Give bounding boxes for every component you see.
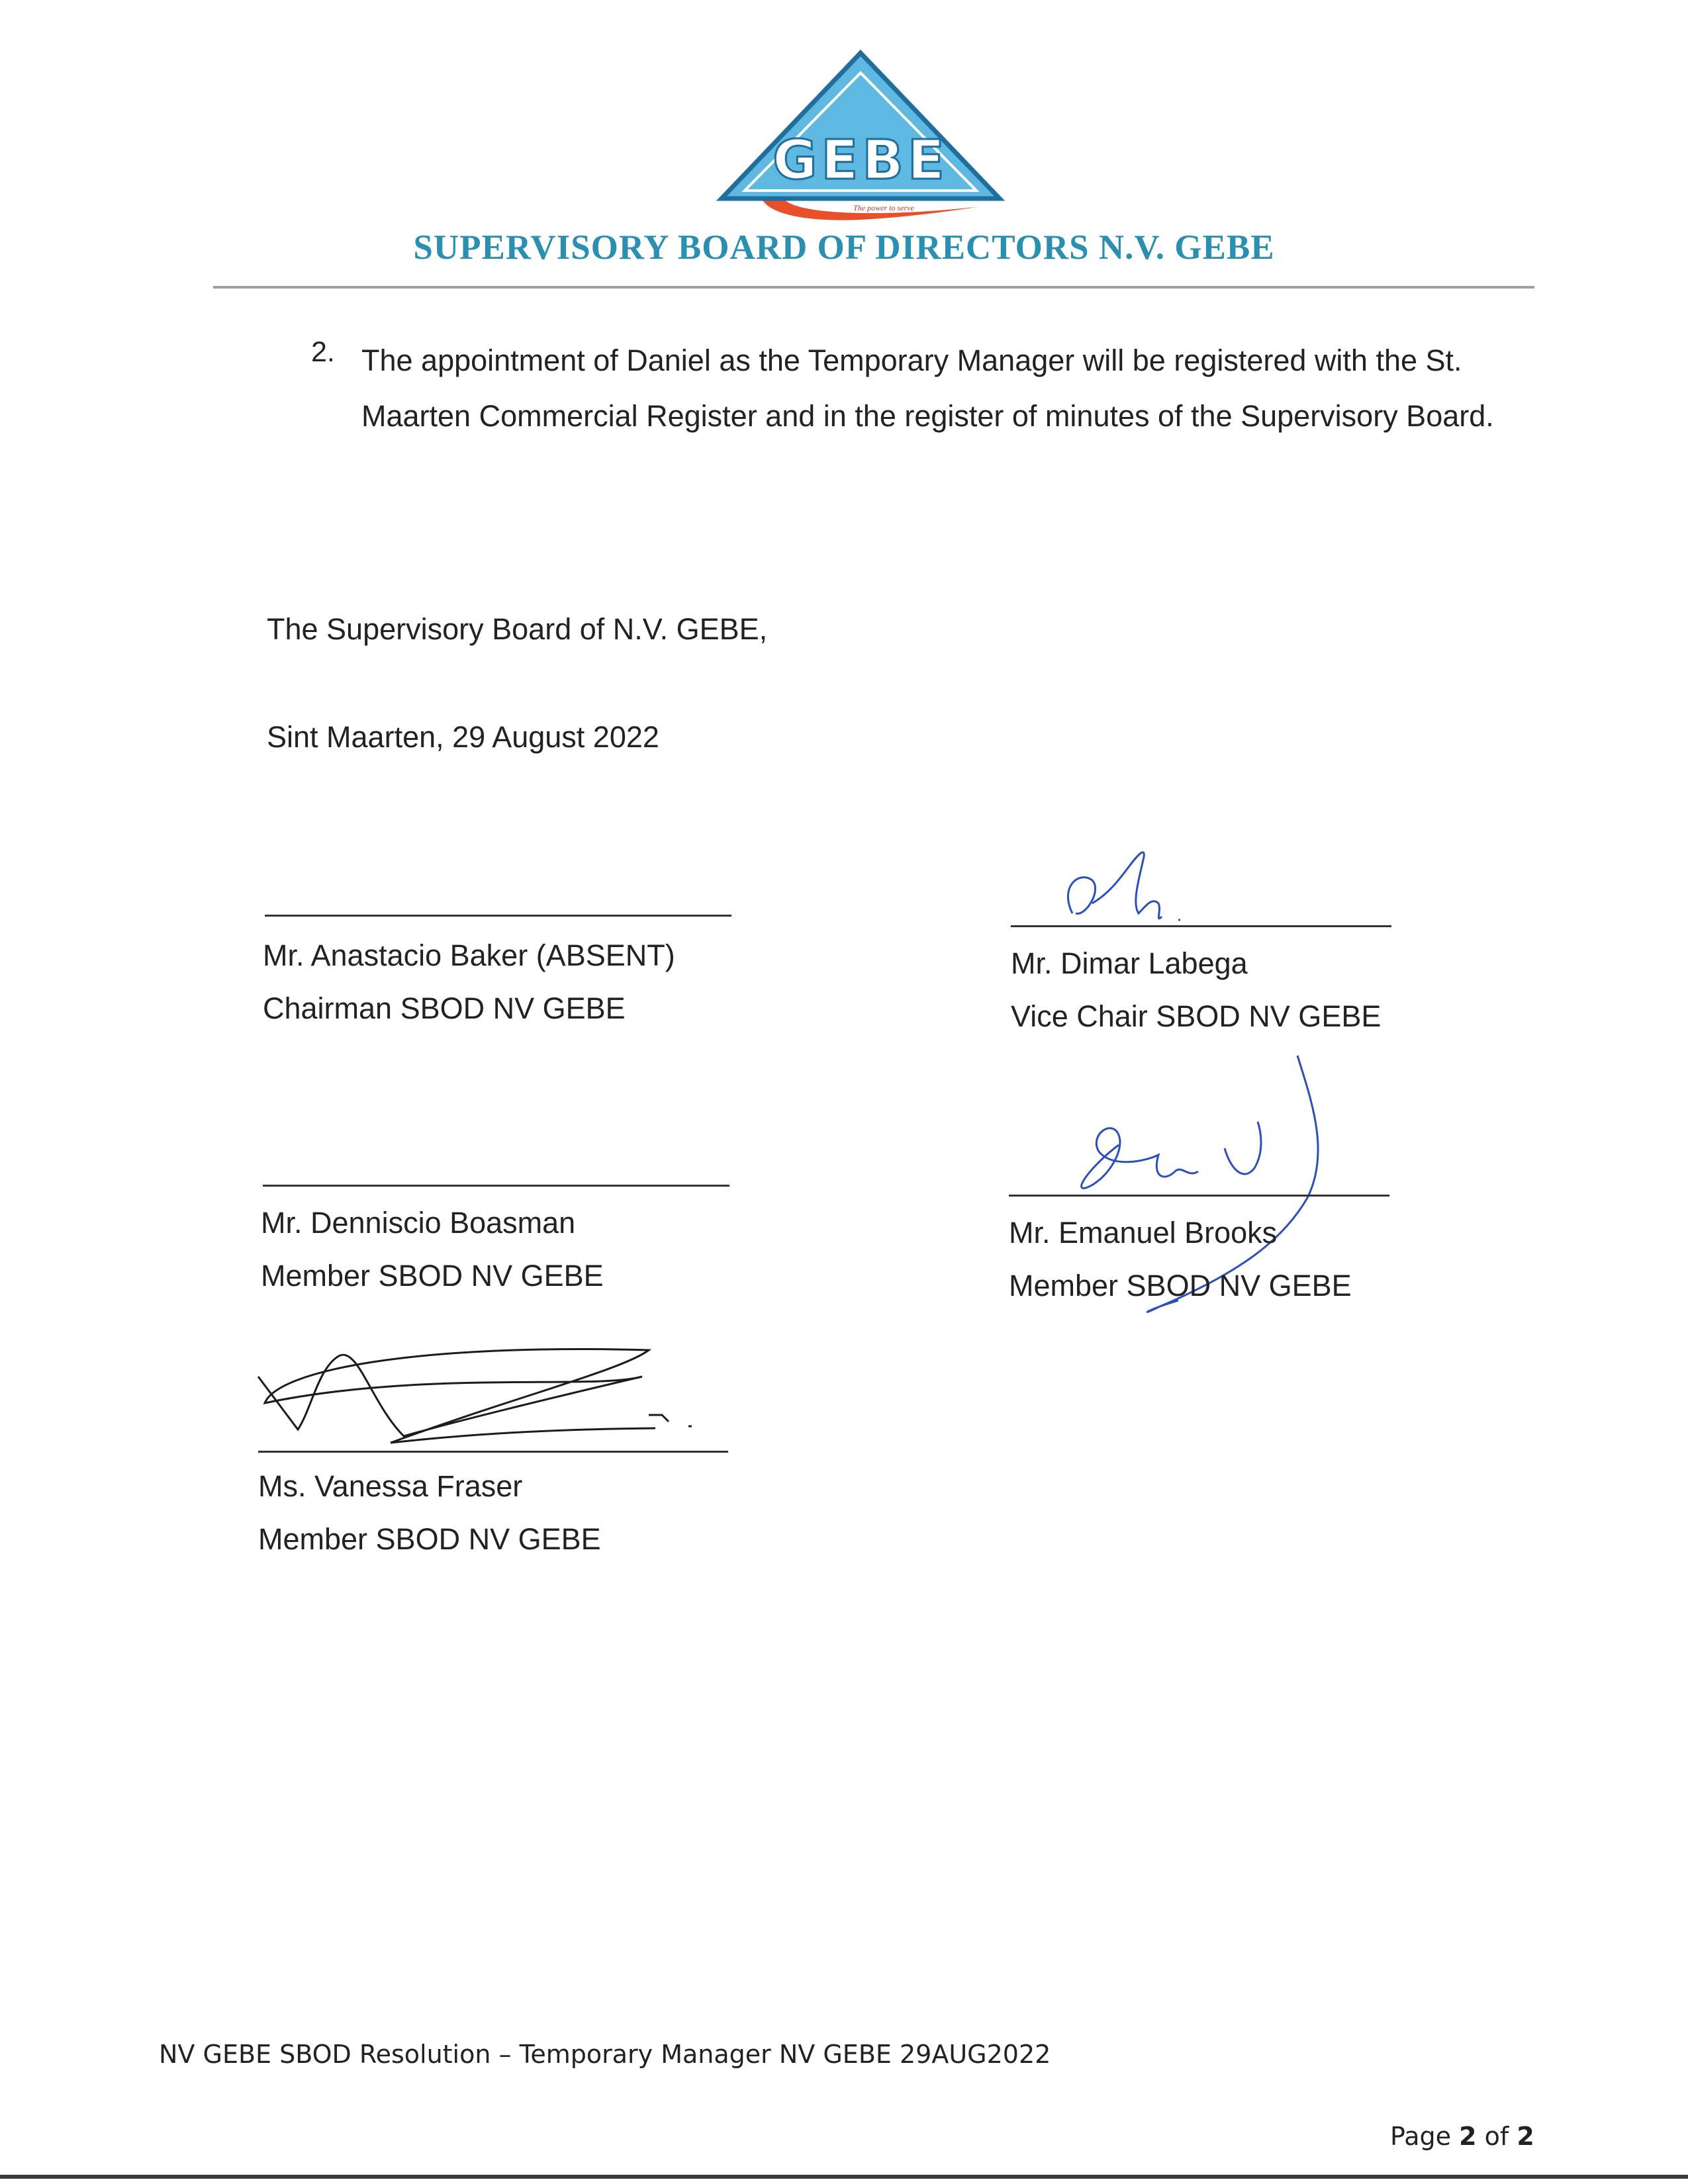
signatory-role: Vice Chair SBOD NV GEBE — [1011, 999, 1382, 1033]
signatory-role: Chairman SBOD NV GEBE — [263, 991, 626, 1025]
header-divider — [213, 286, 1534, 289]
signature-line-fraser — [258, 1451, 728, 1453]
signatory-role: Member SBOD NV GEBE — [258, 1522, 601, 1556]
signatory-role: Member SBOD NV GEBE — [261, 1259, 604, 1293]
signatory-name: Mr. Dimar Labega — [1011, 946, 1248, 980]
logo-text: GEBE — [773, 129, 949, 192]
gebe-logo — [708, 46, 1013, 225]
signatory-role: Member SBOD NV GEBE — [1009, 1269, 1352, 1302]
place-date: Sint Maarten, 29 August 2022 — [267, 720, 659, 754]
item-number: 2. — [311, 336, 335, 368]
page-number: Page 2 of 2 — [1390, 2122, 1534, 2151]
closing-line: The Supervisory Board of N.V. GEBE, — [267, 612, 768, 646]
signatory-name: Ms. Vanessa Fraser — [258, 1469, 523, 1503]
signature-line-brooks — [1009, 1195, 1389, 1197]
scan-edge — [0, 2175, 1688, 2179]
signatory-name: Mr. Emanuel Brooks — [1009, 1216, 1278, 1250]
signatory-name: Mr. Denniscio Boasman — [261, 1206, 576, 1240]
signature-line-boasman — [263, 1185, 729, 1187]
signature-line-baker — [265, 915, 731, 917]
signature-line-labega — [1011, 925, 1391, 927]
signatory-name: Mr. Anastacio Baker (ABSENT) — [263, 938, 675, 972]
logo-tagline: The power to serve — [853, 203, 914, 212]
signature-fraser-icon — [252, 1330, 768, 1463]
page-title: SUPERVISORY BOARD OF DIRECTORS N.V. GEBE — [413, 228, 1275, 267]
footer-text: NV GEBE SBOD Resolution – Temporary Manager NV GEBE 29AUG2022 — [159, 2040, 1051, 2069]
item-text: The appointment of Daniel as the Temporary Manager will be registered with the St. Maarten Commercial Register and in the register of minutes of the Supervisory Board. — [361, 343, 1494, 433]
